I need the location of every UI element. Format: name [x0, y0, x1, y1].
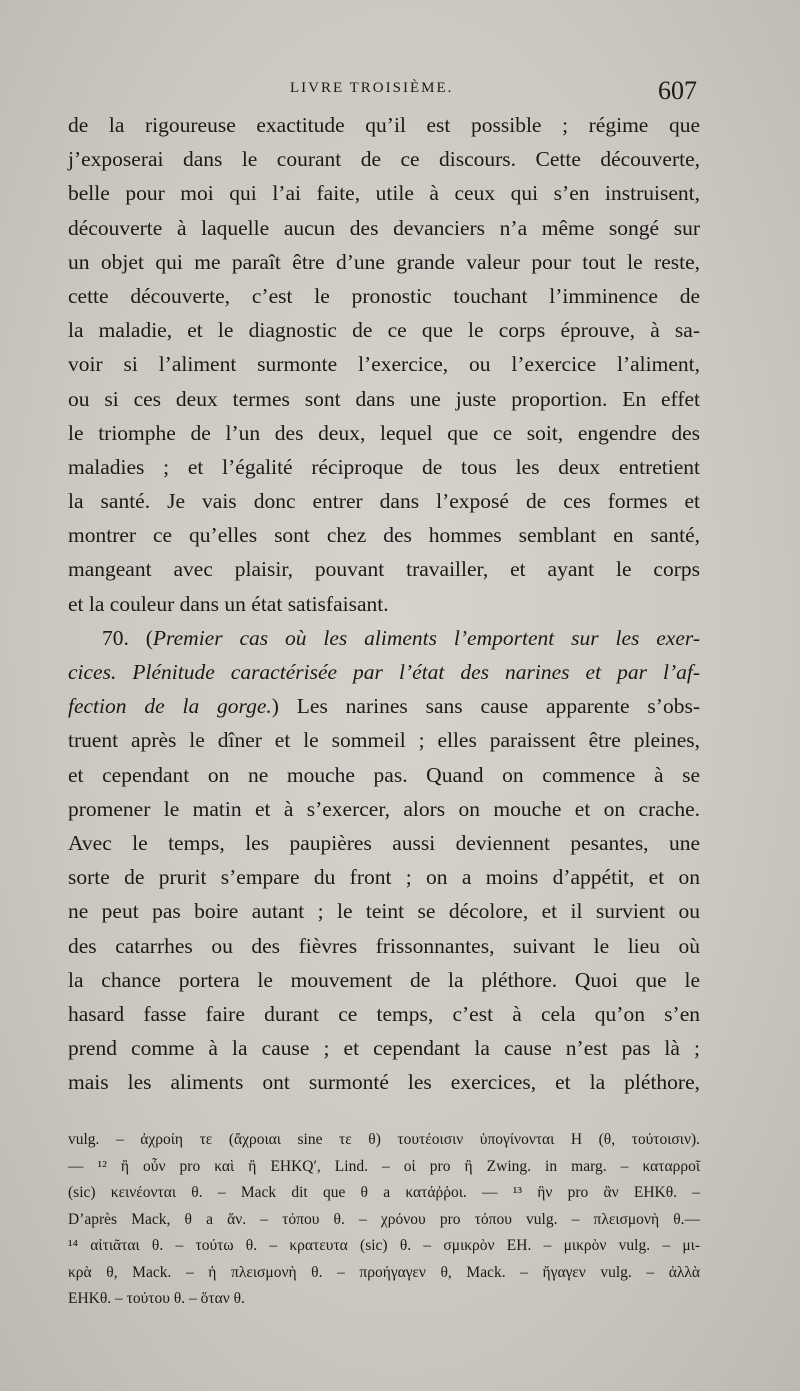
text-line: la chance portera le mouvement de la pléthore. Quoi que le [68, 967, 700, 992]
section-number: 70. ( [102, 625, 153, 650]
text-line: un objet qui me paraît être d’une grande valeur pour tout le reste, [68, 249, 700, 274]
text-line: sorte de prurit s’empare du front ; on a moins d’appétit, et on [68, 865, 700, 890]
section-title: Premier cas où les aliments l’emportent sur les exer- [152, 625, 700, 650]
footnote-line: ¹⁴ αἰτιᾶται θ. – τούτω θ. – κρατευτα (sic) θ. – σμικρὸν EH. – μικρὸν vulg. – μι- [68, 1237, 700, 1254]
footnote-line: vulg. – ἀχροίη τε (ἄχροιαι sine τε θ) τουτέοισιν ὑπογίνονται H (θ, τούτοισιν). [68, 1131, 700, 1148]
section-title-end: fection de la gorge. [68, 694, 272, 719]
text-line: des catarrhes ou des fièvres frissonnantes, suivant le lieu où [68, 933, 700, 958]
section-heading-line [68, 621, 700, 655]
main-text [68, 108, 700, 1099]
text-span: ) Les narines sans cause apparente s’obs- [271, 694, 700, 719]
text-line: ou si ces deux termes sont dans une juste proportion. En effet [68, 386, 700, 411]
text-line: montrer ce qu’elles sont chez des hommes semblant en santé, [68, 523, 700, 548]
text-line: la santé. Je vais donc entrer dans l’exposé de ces formes et [68, 489, 700, 514]
text-line: Avec le temps, les paupières aussi deviennent pesantes, une [68, 830, 700, 855]
page-number: 607 [658, 76, 697, 105]
footnote-line: D’après Mack, θ a ἄν. – τόπου θ. – χρόνου pro τόπου vulg. – πλεισμονὴ θ.— [68, 1210, 700, 1228]
text-line: le triomphe de l’un des deux, lequel que ce soit, engendre des [68, 420, 700, 445]
text-line: truent après le dîner et le sommeil ; elles paraissent être pleines, [68, 728, 700, 753]
text-line: hasard fasse faire durant ce temps, c’est à cela qu’on s’en [68, 1001, 700, 1026]
section-title-line: cices. Plénitude caractérisée par l’état des narines et par l’af- [68, 660, 700, 684]
text-line: voir si l’aliment surmonte l’exercice, ou l’exercice l’aliment, [68, 352, 700, 377]
text-line: et cependant on ne mouche pas. Quand on commence à se [68, 762, 700, 787]
footnote-line: — ¹² ἢ οὖν pro καὶ ἢ EHKQ′, Lind. – οἱ pro ἢ Zwing. in marg. – καταρροῖ [68, 1157, 700, 1175]
text-line: maladies ; et l’égalité réciproque de tous les deux entretient [68, 454, 700, 479]
text-line: de la rigoureuse exactitude qu’il est possible ; régime que [68, 113, 700, 137]
text-line [68, 689, 700, 723]
footnotes [68, 1127, 700, 1313]
page-header [0, 76, 800, 106]
text-line: et la couleur dans un état satisfaisant. [68, 591, 389, 616]
footnote-line: κρὰ θ, Mack. – ἡ πλεισμονὴ θ. – προήγαγεν θ, Mack. – ἤγαγεν vulg. – ἀλλὰ [68, 1263, 700, 1281]
text-line: belle pour moi qui l’ai faite, utile à ceux qui s’en instruisent, [68, 181, 700, 206]
text-line: cette découverte, c’est le pronostic touchant l’imminence de [68, 283, 700, 308]
text-line: ne peut pas boire autant ; le teint se décolore, et il survient ou [68, 899, 700, 924]
text-line: mais les aliments ont surmonté les exercices, et la pléthore, [68, 1070, 700, 1095]
footnote-line: EHKθ. – τούτου θ. – ὅταν θ. [68, 1290, 245, 1307]
text-line: la maladie, et le diagnostic de ce que le corps éprouve, à sa- [68, 318, 700, 343]
text-line: mangeant avec plaisir, pouvant travailler, et ayant le corps [68, 557, 700, 582]
text-line: j’exposerai dans le courant de ce discours. Cette découverte, [68, 147, 700, 172]
text-line: découverte à laquelle aucun des devanciers n’a même songé sur [68, 215, 700, 240]
footnote-line: (sic) κεινέονται θ. – Mack dit que θ a κατάῤῥοι. — ¹³ ἣν pro ἂν EHKθ. – [68, 1184, 700, 1201]
text-line: prend comme à la cause ; et cependant la cause n’est pas là ; [68, 1036, 700, 1061]
text-line: promener le matin et à s’exercer, alors on mouche et on crache. [68, 796, 700, 821]
running-title: LIVRE TROISIÈME. [290, 80, 454, 96]
